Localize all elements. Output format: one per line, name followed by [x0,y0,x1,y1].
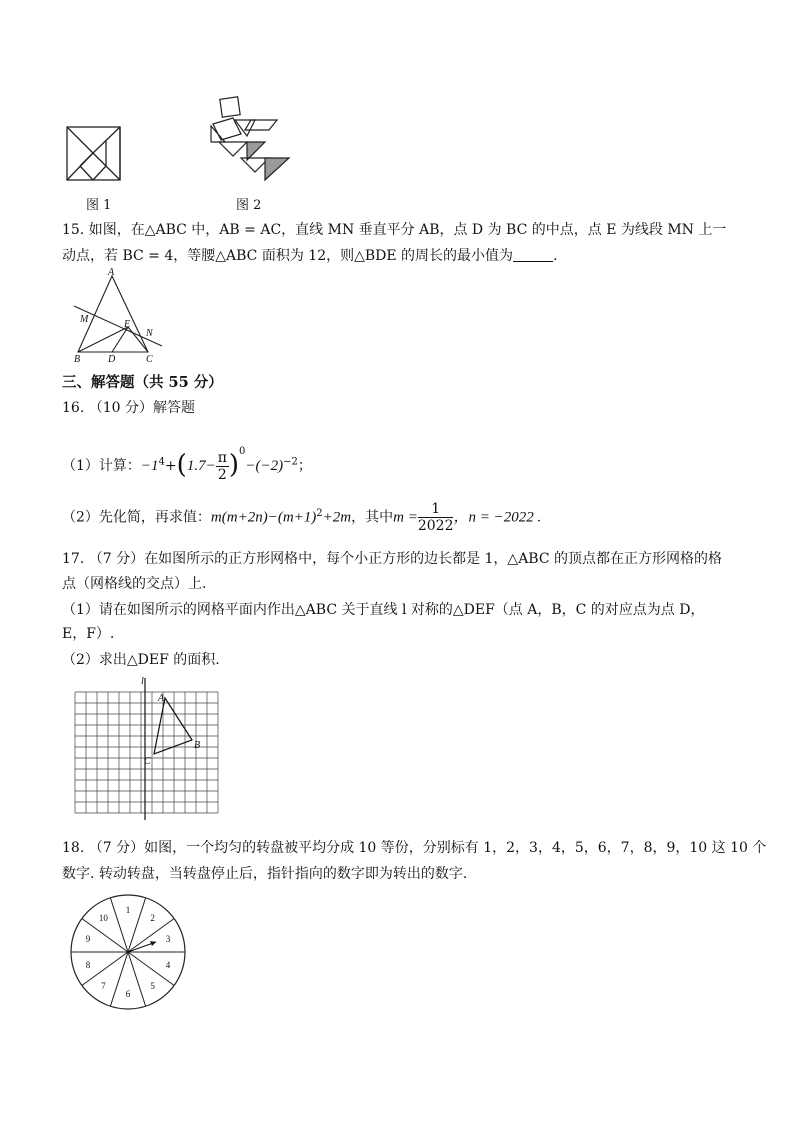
spinner-number: 3 [165,934,171,945]
q16-expm2: −2 [283,456,298,468]
q16-p2-n: ，n = −2022 . [453,509,542,526]
grid-label-A: A [158,693,165,704]
q16-p2-where: ，其中 [351,509,394,526]
grid-label-l: l [141,676,144,687]
q15-label-A: A [108,267,115,278]
spinner-number: 1 [125,905,131,915]
spinner-number: 8 [85,959,91,970]
q16-part1: （1）计算：$-1^4+(1.7-$ $\frac{\pi}{2}$ )$^0-(-2)^{-2}$； [62,446,312,483]
q15-label-N: N [146,328,153,339]
answer-blank[interactable] [513,247,553,262]
q15-label-M: M [80,314,89,325]
tangram-figure-2 [205,96,295,184]
q17-grid-figure [70,674,220,822]
q16-exp4: 4 [158,456,165,468]
figure-2-caption: 图 2 [236,198,262,213]
q16-minus: −(−2) [245,458,284,474]
spinner-divider [125,952,146,1006]
q15-line1: 15. 如图，在△ABC 中，AB = AC，直线 MN 垂直平分 AB，点 D 为 BC 的中点，点 E 为线段 MN 上一 [62,222,727,238]
q15-label-E: E [124,319,131,330]
q16-title: 16. （10 分）解答题 [62,400,195,416]
q15-label-C: C [146,354,153,364]
grid-label-C: C [144,756,151,767]
q16-part2 [62,494,541,534]
spinner-number: 2 [150,913,155,924]
triangle-abc [154,698,192,754]
q16-part2-prefix: （2）先化简，再求值： [62,509,211,526]
q15-line2 [62,246,558,266]
q16-p2-num: 1 [418,501,454,518]
q16-p2-expr: m(m+2n)−(m+1) [210,509,317,526]
section-3-title: 三、解答题（共 55 分） [62,374,223,391]
q16-exp0: 0 [239,446,246,457]
q16-pi: π [217,449,227,466]
q18-line1: 18. （7 分）如图，一个均匀的转盘被平均分成 10 等份，分别标有 1，2，3，4，5，6，7，8，9，10 这 10 个 [62,840,767,856]
grid-label-B: B [194,740,201,751]
q17-line1: 17. （7 分）在如图所示的正方形网格中，每个小正方形的边长都是 1，△ABC 的顶点都在正方形网格的格 [62,551,723,567]
spinner-number: 4 [165,959,171,970]
q16-expr-a: −1 [140,458,159,474]
q17-line2: 点（网格线的交点）上. [62,576,207,592]
q17-line5: （2）求出△DEF 的面积. [62,652,220,668]
q16-inner: 1.7− [186,458,216,474]
q16-part1-end: ； [297,458,312,474]
q15-triangle-figure [66,266,166,364]
spinner-number: 6 [125,989,131,999]
q16-two: 2 [217,466,227,483]
q15-label-B: B [74,354,81,364]
q16-p2-frac [418,501,454,534]
figure-1-caption: 图 1 [86,198,112,213]
spinner-number: 9 [85,934,91,945]
q16-p2-den: 2022 [417,518,454,535]
q17-line3: （1）请在如图所示的网格平面内作出△ABC 关于直线 l 对称的△DEF（点 A，B，C 的对应点为点 D， [62,602,705,618]
tangram-figure-1 [66,126,122,182]
q16-p2-m: m = [393,509,418,526]
q16-p2-sq: 2 [316,508,323,519]
spinner-number: 7 [101,980,106,991]
q15-line2-end: . [553,248,558,264]
spinner-divider [125,898,146,952]
q18-line2: 数字. 转动转盘，当转盘停止后，指针指向的数字即为转出的数字. [62,866,468,882]
spinner-number: 10 [98,913,108,924]
q16-p2-expr2: +2m [322,509,352,526]
spinner-figure [68,892,188,1012]
q16-part1-prefix: （1）计算： [62,458,141,474]
q16-pi-frac [216,450,229,483]
q17-line4: E，F）. [62,626,115,642]
q16-plus: + [164,458,177,474]
grid-lines [75,692,218,813]
q15-label-D: D [108,354,116,364]
q15-line2-text: 动点，若 BC = 4，等腰△ABC 面积为 12，则△BDE 的周长的最小值为 [62,248,514,264]
spinner-number: 5 [150,980,155,991]
